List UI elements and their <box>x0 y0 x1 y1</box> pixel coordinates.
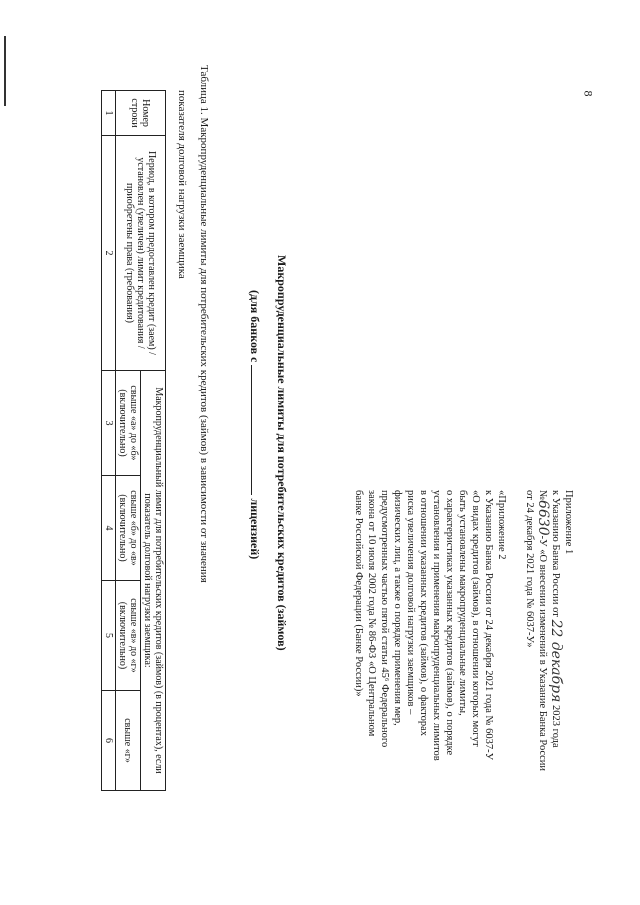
prev-appendix-line: установления и применения макропруденциальных лимитов <box>431 490 442 761</box>
prev-appendix-line: быть установлены макропруденциальные лимиты, <box>457 490 468 716</box>
subheading-suffix: лицензией) <box>248 498 262 560</box>
prev-appendix-line: банке Российской Федерации (Банке России)» <box>353 490 364 697</box>
page-subheading <box>249 290 262 559</box>
appendix-date-line: от 24 декабря 2021 года № 6037-У» <box>524 490 535 648</box>
prev-appendix-line: о характеристиках указанных кредитов (займов), о порядке <box>444 490 455 756</box>
table-header-row <box>141 91 166 791</box>
range-header-c-d: свыше «в» до «г» (включительно) <box>116 581 141 691</box>
handwritten-number: 6630 <box>535 500 551 536</box>
prev-appendix-line: «Приложение 2 <box>496 490 507 560</box>
appendix-number-sign: № <box>537 490 548 501</box>
limits-table <box>101 90 166 791</box>
range-header-over-d: свыше «г» <box>116 691 141 791</box>
appendix-title: Приложение 1 <box>563 490 574 555</box>
column-number: 5 <box>102 581 116 691</box>
limit-header: Макропруденциальный лимит для потребительских кредитов (займов) (в процентах), если показатель долговой нагрузки заемщика: <box>141 371 166 791</box>
license-type-blank <box>251 365 262 495</box>
range-header-b-c: свыше «б» до «в» (включительно) <box>116 476 141 581</box>
period-header: Период, в котором предоставлен кредит (заем) / установлен (увеличен) лимит кредитования / приобретены права (требования) <box>116 136 166 371</box>
page-number: 8 <box>581 90 596 97</box>
prev-appendix-line: физических лиц, а также о порядке применения мер, <box>392 490 403 726</box>
appendix-year: 2023 года <box>550 705 561 748</box>
range-header-a-b: свыше «а» до «б» (включительно) <box>116 371 141 476</box>
subheading-prefix: (для банков с <box>248 290 262 363</box>
prev-appendix-line: к Указанию Банка России от 24 декабря 2021 года № 6037-У <box>483 490 494 761</box>
table-caption-cont: показателя долговой нагрузки заемщика <box>176 90 188 279</box>
column-number: 1 <box>102 91 116 136</box>
appendix-ref-text: к Указанию Банка России от <box>550 490 561 617</box>
column-number: 3 <box>102 371 116 476</box>
column-number: 4 <box>102 476 116 581</box>
prev-appendix-line: риска увеличения долговой нагрузки заемщиков – <box>405 490 416 715</box>
appendix-amendment-text: -У «О внесении изменений в Указание Банка России <box>537 535 548 772</box>
row-number-header: Номер строки <box>116 91 166 136</box>
table-numbering-row <box>102 91 116 791</box>
prev-appendix-line: «О видах кредитов (займов), в отношении которых могут <box>470 490 481 747</box>
page-heading: Макропруденциальные лимиты для потребительских кредитов (займов) <box>275 255 289 651</box>
appendix-number-line <box>535 490 551 772</box>
column-number: 2 <box>102 136 116 371</box>
column-number: 6 <box>102 691 116 791</box>
table-caption: Таблица 1. Макропруденциальные лимиты для потребительских кредитов (займов) в зависимости от значения <box>198 65 210 583</box>
prev-appendix-line: предусмотренных частью пятой статьи 45⁶ Федерального <box>379 490 390 748</box>
prev-appendix-line: закона от 10 июля 2002 года № 86-ФЗ «О Центральном <box>366 490 377 737</box>
handwritten-date: 22 декабря <box>548 619 564 703</box>
prev-appendix-line: в отношении указанных кредитов (займов), о факторах <box>418 490 429 737</box>
